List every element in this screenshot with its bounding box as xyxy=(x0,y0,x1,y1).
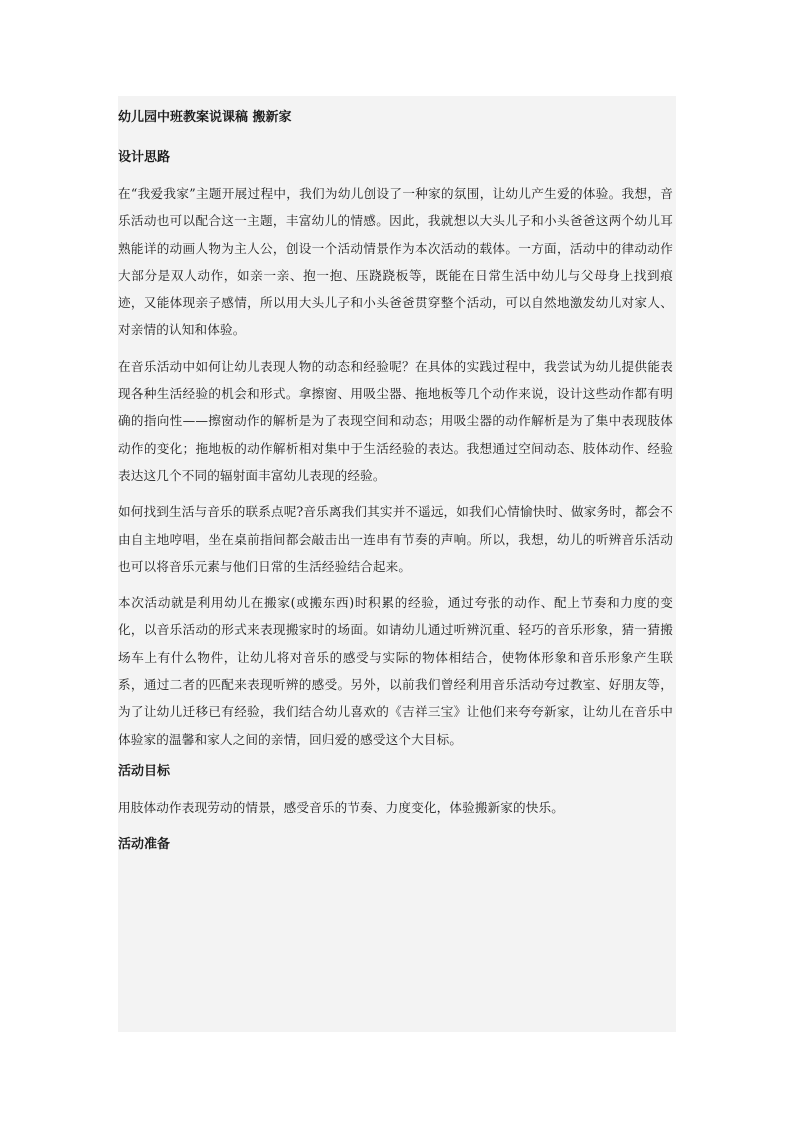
document-title: 幼儿园中班教案说课稿 搬新家 xyxy=(118,110,292,125)
document-page xyxy=(118,96,676,1032)
design-paragraph-3: 如何找到生活与音乐的联系点呢?音乐离我们其实并不遥远，如我们心情愉快时、做家务时，都会不由自主地哼唱，坐在桌前指间都会敲击出一连串有节奏的声响。所以，我想，幼儿的听辨音乐活动也可以将音乐元素与他们日常的生活经验结合起来。 xyxy=(118,504,673,574)
section-heading-design-ideas: 设计思路 xyxy=(118,150,171,165)
design-paragraph-2: 在音乐活动中如何让幼儿表现人物的动态和经验呢？在具体的实践过程中，我尝试为幼儿提供能表现各种生活经验的机会和形式。拿擦窗、用吸尘器、拖地板等几个动作来说，设计这些动作都有明确的指向性——擦窗动作的解析是为了表现空间和动态；用吸尘器的动作解析是为了集中表现肢体动作的变化；拖地板的动作解析相对集中于生活经验的表达。我想通过空间动态、肢体动作、经验表达这几个不同的辐射面丰富幼儿表现的经验。 xyxy=(118,358,673,483)
goals-paragraph: 用肢体动作表现劳动的情景，感受音乐的节奏、力度变化，体验搬新家的快乐。 xyxy=(118,799,565,815)
section-heading-activity-preparation: 活动准备 xyxy=(118,837,171,853)
design-paragraph-4: 本次活动就是利用幼儿在搬家(或搬东西)时积累的经验，通过夸张的动作、配上节奏和力度的变化，以音乐活动的形式来表现搬家时的场面。如请幼儿通过听辨沉重、轻巧的音乐形象，猜一猜搬场车上有什么物件，让幼儿将对音乐的感受与实际的物体相结合，使物体形象和音乐形象产生联系，通过二者的匹配来表现听辨的感受。另外，以前我们曾经利用音乐活动夸过教室、好朋友等，为了让幼儿迁移已有经验，我们结合幼儿喜欢的《吉祥三宝》让他们来夸夸新家，让幼儿在音乐中体验家的温馨和家人之间的亲情，回归爱的感受这个大目标。 xyxy=(118,595,673,747)
section-heading-activity-goals: 活动目标 xyxy=(118,763,171,779)
design-paragraph-1: 在“我爱我家”主题开展过程中，我们为幼儿创设了一种家的氛围，让幼儿产生爱的体验。我想，音乐活动也可以配合这一主题，丰富幼儿的情感。因此，我就想以大头儿子和小头爸爸这两个幼儿耳熟能详的动画人物为主人公，创设一个活动情景作为本次活动的载体。一方面，活动中的律动动作大部分是双人动作，如亲一亲、抱一抱、压跷跷板等，既能在日常生活中幼儿与父母身上找到痕迹，又能体现亲子感情，所以用大头儿子和小头爸爸贯穿整个活动，可以自然地激发幼儿对家人、对亲情的认知和体验。 xyxy=(118,186,673,338)
